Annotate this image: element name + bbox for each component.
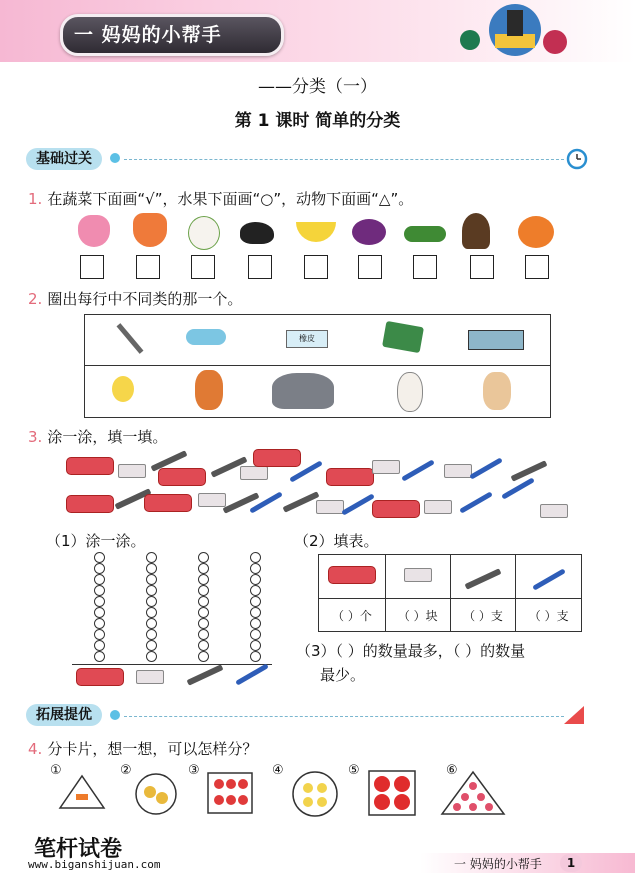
q3-pen bbox=[341, 493, 375, 515]
coloring-circle[interactable] bbox=[250, 596, 261, 607]
q3-pencil-case bbox=[66, 495, 114, 513]
coloring-circle[interactable] bbox=[198, 629, 209, 640]
card-circle-chicks[interactable] bbox=[290, 770, 340, 818]
q2-text: 圈出每行中不同类的那一个。 bbox=[47, 290, 243, 308]
card-square-tomatoes[interactable] bbox=[368, 770, 416, 816]
q3-answer-cell[interactable]: （ ）支 bbox=[450, 599, 516, 632]
coloring-circle[interactable] bbox=[146, 651, 157, 662]
lesson-title: 第 1 课时 简单的分类 bbox=[234, 111, 401, 131]
coloring-circle[interactable] bbox=[198, 574, 209, 585]
q3-sub3-line1: （3）（ ）的数量最多，（ ）的数量 bbox=[296, 642, 526, 660]
coloring-circle[interactable] bbox=[94, 596, 105, 607]
q1-item-eggplant bbox=[352, 219, 386, 245]
q3-answer-cell[interactable]: （ ）个 bbox=[319, 599, 386, 632]
coloring-circle[interactable] bbox=[198, 618, 209, 629]
q3-baseline bbox=[72, 664, 272, 665]
q3-table-head-pencil-case bbox=[319, 555, 386, 599]
q1-item-lion bbox=[462, 213, 490, 249]
q2-row bbox=[28, 288, 242, 309]
coloring-circle[interactable] bbox=[250, 618, 261, 629]
q3-eraser bbox=[316, 500, 344, 514]
coloring-circle[interactable] bbox=[250, 640, 261, 651]
q3-pencil-case bbox=[158, 468, 206, 486]
q1-item-dragonfruit bbox=[78, 215, 110, 247]
coloring-circle[interactable] bbox=[94, 563, 105, 574]
q1-answer-box[interactable] bbox=[304, 255, 328, 279]
coloring-circle[interactable] bbox=[250, 574, 261, 585]
header-illustration bbox=[455, 0, 575, 60]
alarm-clock-icon bbox=[565, 146, 589, 170]
coloring-circle[interactable] bbox=[94, 574, 105, 585]
q3-table-head-pencil bbox=[450, 555, 516, 599]
coloring-circle[interactable] bbox=[146, 596, 157, 607]
q3-table-head-eraser bbox=[385, 555, 450, 599]
bullet-dot bbox=[110, 153, 120, 163]
q3-text: 涂一涂，填一填。 bbox=[47, 428, 168, 446]
card-number: ④ bbox=[272, 763, 284, 778]
card-triangle-carrots[interactable] bbox=[56, 772, 108, 812]
q3-pencil-case bbox=[66, 457, 114, 475]
q1-answer-box[interactable] bbox=[80, 255, 104, 279]
q3-eraser bbox=[444, 464, 472, 478]
bullet-dot bbox=[110, 710, 120, 720]
q3-pen bbox=[501, 477, 535, 499]
coloring-circle[interactable] bbox=[250, 585, 261, 596]
q2-table-divider bbox=[85, 365, 550, 366]
q3-eraser bbox=[118, 464, 146, 478]
q3-pencil-case bbox=[144, 494, 192, 512]
q1-item-fox bbox=[133, 213, 167, 247]
q1-item-pumpkin bbox=[518, 216, 554, 248]
unit-title: 一 妈妈的小帮手 bbox=[74, 24, 222, 46]
coloring-circle[interactable] bbox=[198, 585, 209, 596]
section-badge-extend: 拓展提优 bbox=[26, 704, 102, 726]
q3-eraser bbox=[540, 504, 568, 518]
card-number: ⑤ bbox=[348, 763, 360, 778]
coloring-circle[interactable] bbox=[250, 563, 261, 574]
q1-answer-box[interactable] bbox=[191, 255, 215, 279]
page-number: 1 bbox=[560, 854, 582, 872]
card-number: ② bbox=[120, 763, 132, 778]
q2-eraser[interactable]: 橡皮 bbox=[286, 330, 328, 348]
footer-url[interactable]: www.biganshijuan.com bbox=[28, 858, 161, 871]
coloring-circle[interactable] bbox=[146, 640, 157, 651]
chapter-title: ——分类（一） bbox=[258, 77, 377, 97]
q1-item-banana bbox=[296, 222, 336, 242]
coloring-circle[interactable] bbox=[250, 607, 261, 618]
q3-row bbox=[28, 426, 167, 447]
coloring-circle[interactable] bbox=[198, 640, 209, 651]
q1-item-mouse bbox=[240, 222, 274, 244]
q3-sub1-text: （1）涂一涂。 bbox=[46, 532, 146, 550]
coloring-circle[interactable] bbox=[146, 552, 157, 563]
card-triangle-mushrooms[interactable] bbox=[440, 770, 506, 816]
q3-eraser bbox=[198, 493, 226, 507]
q1-answer-box[interactable] bbox=[470, 255, 494, 279]
q1-text: 在蔬菜下面画“√”，水果下面画“○”，动物下面画“△”。 bbox=[47, 190, 414, 208]
footer-brand: 笔杆试卷 bbox=[34, 836, 123, 862]
q1-number: 1. bbox=[28, 190, 43, 208]
coloring-circle[interactable] bbox=[94, 629, 105, 640]
coloring-circle[interactable] bbox=[146, 629, 157, 640]
q2-chick[interactable] bbox=[112, 376, 134, 402]
q3-pencil-case bbox=[253, 449, 301, 467]
q3-sub3-line2: 最少。 bbox=[320, 666, 366, 684]
card-number: ③ bbox=[188, 763, 200, 778]
coloring-circle[interactable] bbox=[198, 596, 209, 607]
q1-answer-box[interactable] bbox=[525, 255, 549, 279]
coloring-circle[interactable] bbox=[94, 585, 105, 596]
q3-legend-pencil bbox=[187, 664, 224, 685]
q3-pen bbox=[401, 459, 435, 481]
q3-number: 3. bbox=[28, 428, 43, 446]
coloring-circle[interactable] bbox=[198, 651, 209, 662]
q3-legend-pen bbox=[235, 663, 269, 685]
section-divider bbox=[124, 159, 564, 160]
q2-number: 2. bbox=[28, 290, 43, 308]
q2-deer[interactable] bbox=[483, 372, 511, 410]
q2-tiger[interactable] bbox=[195, 370, 223, 410]
section-divider bbox=[124, 716, 564, 717]
card-square-strawberries[interactable] bbox=[207, 772, 253, 814]
q2-rabbit[interactable] bbox=[397, 372, 423, 412]
coloring-circle[interactable] bbox=[250, 629, 261, 640]
coloring-circle[interactable] bbox=[146, 574, 157, 585]
q3-answer-cell[interactable]: （ ）支 bbox=[516, 599, 582, 632]
q3-pen bbox=[459, 491, 493, 513]
q4-text: 分卡片，想一想，可以怎样分？ bbox=[47, 740, 258, 758]
q3-eraser bbox=[424, 500, 452, 514]
q1-item-radish bbox=[188, 216, 220, 250]
q2-pencil-case[interactable] bbox=[468, 330, 524, 350]
q3-pen bbox=[469, 457, 503, 479]
coloring-circle[interactable] bbox=[198, 563, 209, 574]
q3-fill-table bbox=[318, 554, 582, 632]
coloring-circle[interactable] bbox=[94, 640, 105, 651]
coloring-circle[interactable] bbox=[146, 563, 157, 574]
coloring-circle[interactable] bbox=[250, 552, 261, 563]
coloring-circle[interactable] bbox=[146, 607, 157, 618]
q3-legend-eraser bbox=[136, 670, 164, 684]
q4-row bbox=[28, 738, 257, 759]
coloring-circle[interactable] bbox=[94, 618, 105, 629]
q1-answer-box[interactable] bbox=[358, 255, 382, 279]
coloring-circle[interactable] bbox=[94, 552, 105, 563]
coloring-circle[interactable] bbox=[146, 585, 157, 596]
q3-legend-pencil-case bbox=[76, 668, 124, 686]
section-badge-basic: 基础过关 bbox=[26, 148, 102, 170]
coloring-circle[interactable] bbox=[250, 651, 261, 662]
q3-pencil-case bbox=[372, 500, 420, 518]
q3-sub2-text: （2）填表。 bbox=[294, 532, 379, 550]
coloring-circle[interactable] bbox=[94, 651, 105, 662]
q1-answer-box[interactable] bbox=[413, 255, 437, 279]
card-number: ⑥ bbox=[446, 763, 458, 778]
q4-number: 4. bbox=[28, 740, 43, 758]
q1-item-cucumber bbox=[404, 226, 446, 242]
coloring-circle[interactable] bbox=[146, 618, 157, 629]
q1-answer-box[interactable] bbox=[136, 255, 160, 279]
card-number: ① bbox=[50, 763, 62, 778]
card-circle-pears[interactable] bbox=[134, 772, 178, 816]
q3-answer-cell[interactable]: （ ）块 bbox=[385, 599, 450, 632]
coloring-circle[interactable] bbox=[94, 607, 105, 618]
coloring-circle[interactable] bbox=[198, 552, 209, 563]
footer-unit-title: 一 妈妈的小帮手 bbox=[454, 857, 542, 871]
q2-elephant[interactable] bbox=[272, 373, 334, 409]
coloring-circle[interactable] bbox=[198, 607, 209, 618]
q3-table-head-pen bbox=[516, 555, 582, 599]
q3-eraser bbox=[240, 466, 268, 480]
q3-pencil-case bbox=[326, 468, 374, 486]
q3-pencil bbox=[283, 491, 320, 512]
q1-row bbox=[28, 188, 413, 209]
q2-airplane[interactable] bbox=[186, 329, 226, 345]
q3-eraser bbox=[372, 460, 400, 474]
q1-answer-box[interactable] bbox=[248, 255, 272, 279]
ruler-icon bbox=[562, 704, 586, 726]
